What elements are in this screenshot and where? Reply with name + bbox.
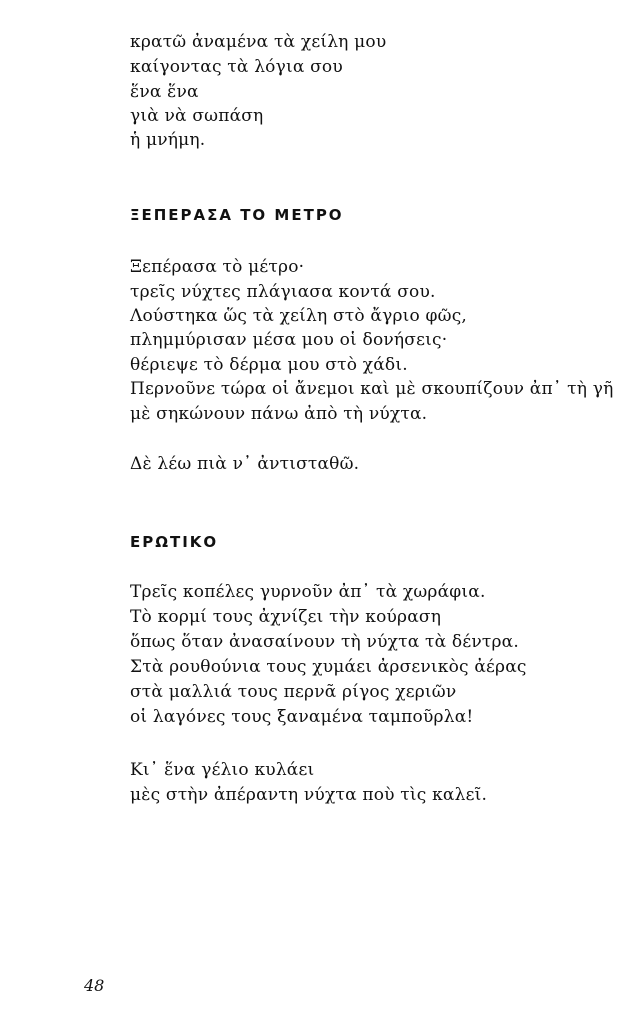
verse-line: Δὲ λέω πιὰ ν᾽ ἀντισταθῶ.: [130, 454, 360, 474]
poem-title: ΞΕΠΕΡΑΣΑ ΤΟ ΜΕΤΡΟ: [130, 206, 344, 224]
verse-line: Λούστηκα ὥς τὰ χείλη στὸ ἄγριο φῶς,: [130, 306, 468, 326]
verse-line: Ξεπέρασα τὸ μέτρο·: [130, 257, 305, 277]
verse-line: Περνοῦνε τώρα οἱ ἄνεμοι καὶ μὲ σκουπίζουν ἀπ᾽ τὴ γῆ: [130, 379, 614, 399]
verse-line: ἡ μνήμη.: [130, 130, 206, 150]
poem-title: ΕΡΩΤΙΚΟ: [130, 533, 219, 551]
verse-line: Κι᾽ ἕνα γέλιο κυλάει: [130, 760, 315, 780]
verse-line: μὲς στὴν ἀπέραντη νύχτα ποὺ τὶς καλεῖ.: [130, 785, 488, 805]
verse-line: μὲ σηκώνουν πάνω ἀπὸ τὴ νύχτα.: [130, 404, 428, 424]
verse-line: καίγοντας τὰ λόγια σου: [130, 57, 343, 77]
verse-line: κρατῶ ἀναμένα τὰ χείλη μου: [130, 32, 387, 52]
verse-line: γιὰ νὰ σωπάση: [130, 106, 264, 126]
verse-line: Στὰ ρουθούνια τους χυμάει ἀρσενικὸς ἀέρας: [130, 657, 527, 677]
page-number: 48: [84, 976, 105, 995]
verse-line: θέριεψε τὸ δέρμα μου στὸ χάδι.: [130, 355, 408, 375]
verse-line: ὅπως ὅταν ἀνασαίνουν τὴ νύχτα τὰ δέντρα.: [130, 632, 519, 652]
verse-line: οἱ λαγόνες τους ξαναμένα ταμποῦρλα!: [130, 707, 474, 727]
verse-line: Τὸ κορμί τους ἀχνίζει τὴν κούραση: [130, 607, 442, 627]
verse-line: πλημμύρισαν μέσα μου οἱ δονήσεις·: [130, 330, 448, 350]
verse-line: στὰ μαλλιά τους περνᾶ ρίγος χεριῶν: [130, 682, 457, 702]
verse-line: Τρεῖς κοπέλες γυρνοῦν ἀπ᾽ τὰ χωράφια.: [130, 582, 486, 602]
verse-line: τρεῖς νύχτες πλάγιασα κοντά σου.: [130, 282, 436, 302]
verse-line: ἕνα ἕνα: [130, 82, 199, 102]
